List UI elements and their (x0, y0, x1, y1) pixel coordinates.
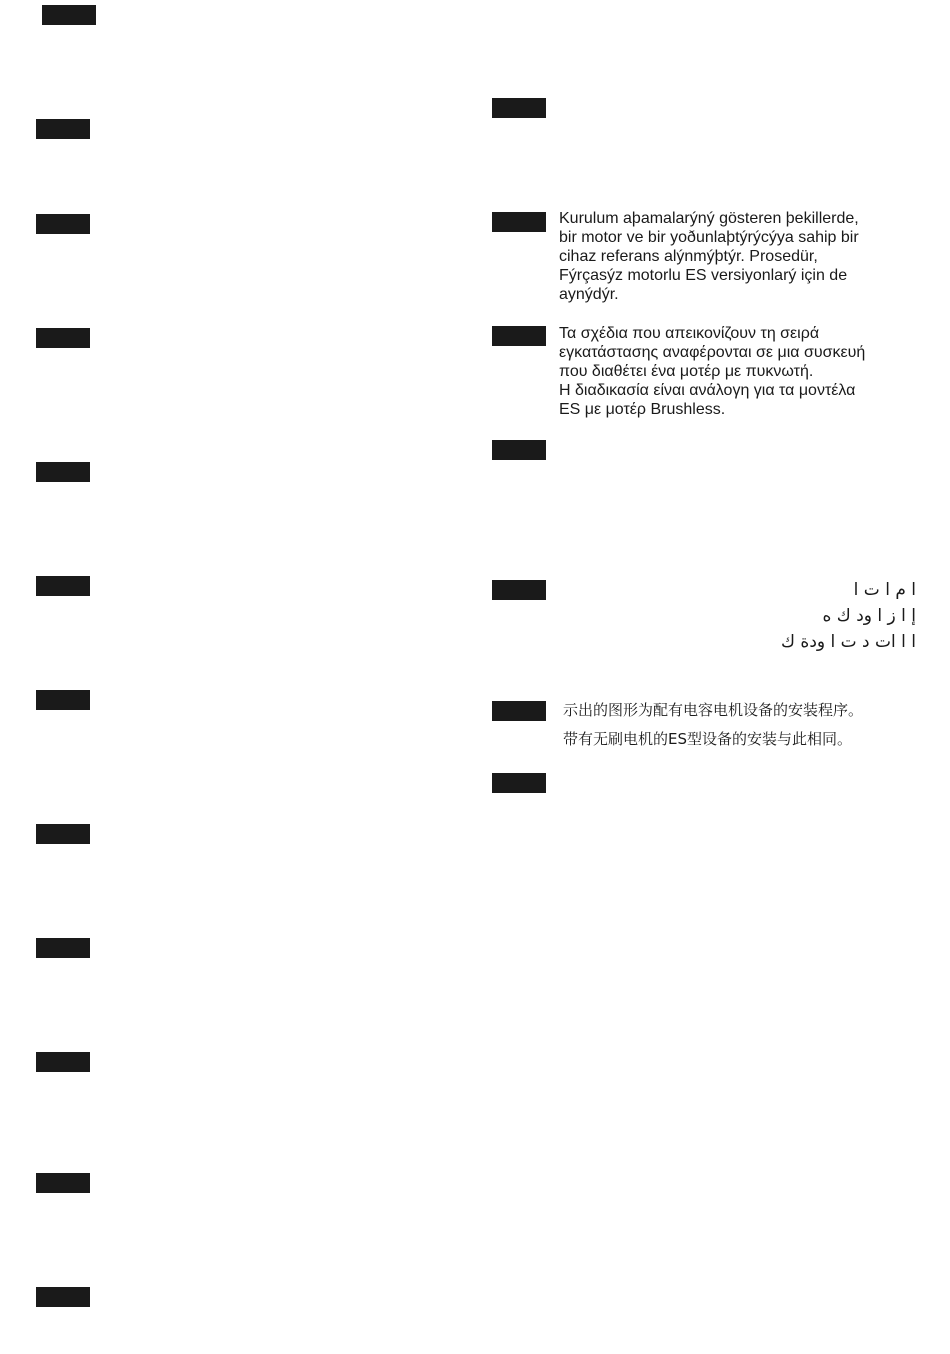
arabic-paragraph: ا م ا ت ا إ ا ز ا ود ك ه ا ا ات د ت ا ودة ك (781, 580, 916, 652)
language-tag (36, 462, 90, 482)
language-tag (492, 773, 546, 793)
language-tag (492, 98, 546, 118)
turkish-paragraph: Kurulum aþamalarýný gösteren þekillerde, bir motor ve bir yoðunlaþtýrýcýya sahip bir cihaz referans alýnmýþtýr. Prosedür, Fýrçasýz motorlu ES versiyonlarý için de aynýdýr. (559, 210, 859, 303)
language-tag (42, 5, 96, 25)
language-tag (36, 1287, 90, 1307)
language-tag (36, 576, 90, 596)
language-tag (492, 701, 546, 721)
language-tag (36, 1173, 90, 1193)
language-tag (492, 440, 546, 460)
language-tag (36, 1052, 90, 1072)
language-tag (36, 824, 90, 844)
language-tag (492, 580, 546, 600)
language-tag (36, 938, 90, 958)
language-tag (492, 326, 546, 346)
language-tag (492, 212, 546, 232)
language-tag (36, 119, 90, 139)
language-tag (36, 214, 90, 234)
greek-paragraph: Τα σχέδια που απεικονίζουν τη σειρά εγκατάστασης αναφέρονται σε μια συσκευή που διαθέτει ένα μοτέρ με πυκνωτή. Η διαδικασία είναι ανάλογη για τα μοντέλα ES με μοτέρ Brushless. (559, 325, 866, 418)
chinese-paragraph: 示出的图形为配有电容电机设备的安装程序。 带有无刷电机的ES型设备的安装与此相同。 (563, 701, 864, 748)
language-tag (36, 328, 90, 348)
language-tag (36, 690, 90, 710)
